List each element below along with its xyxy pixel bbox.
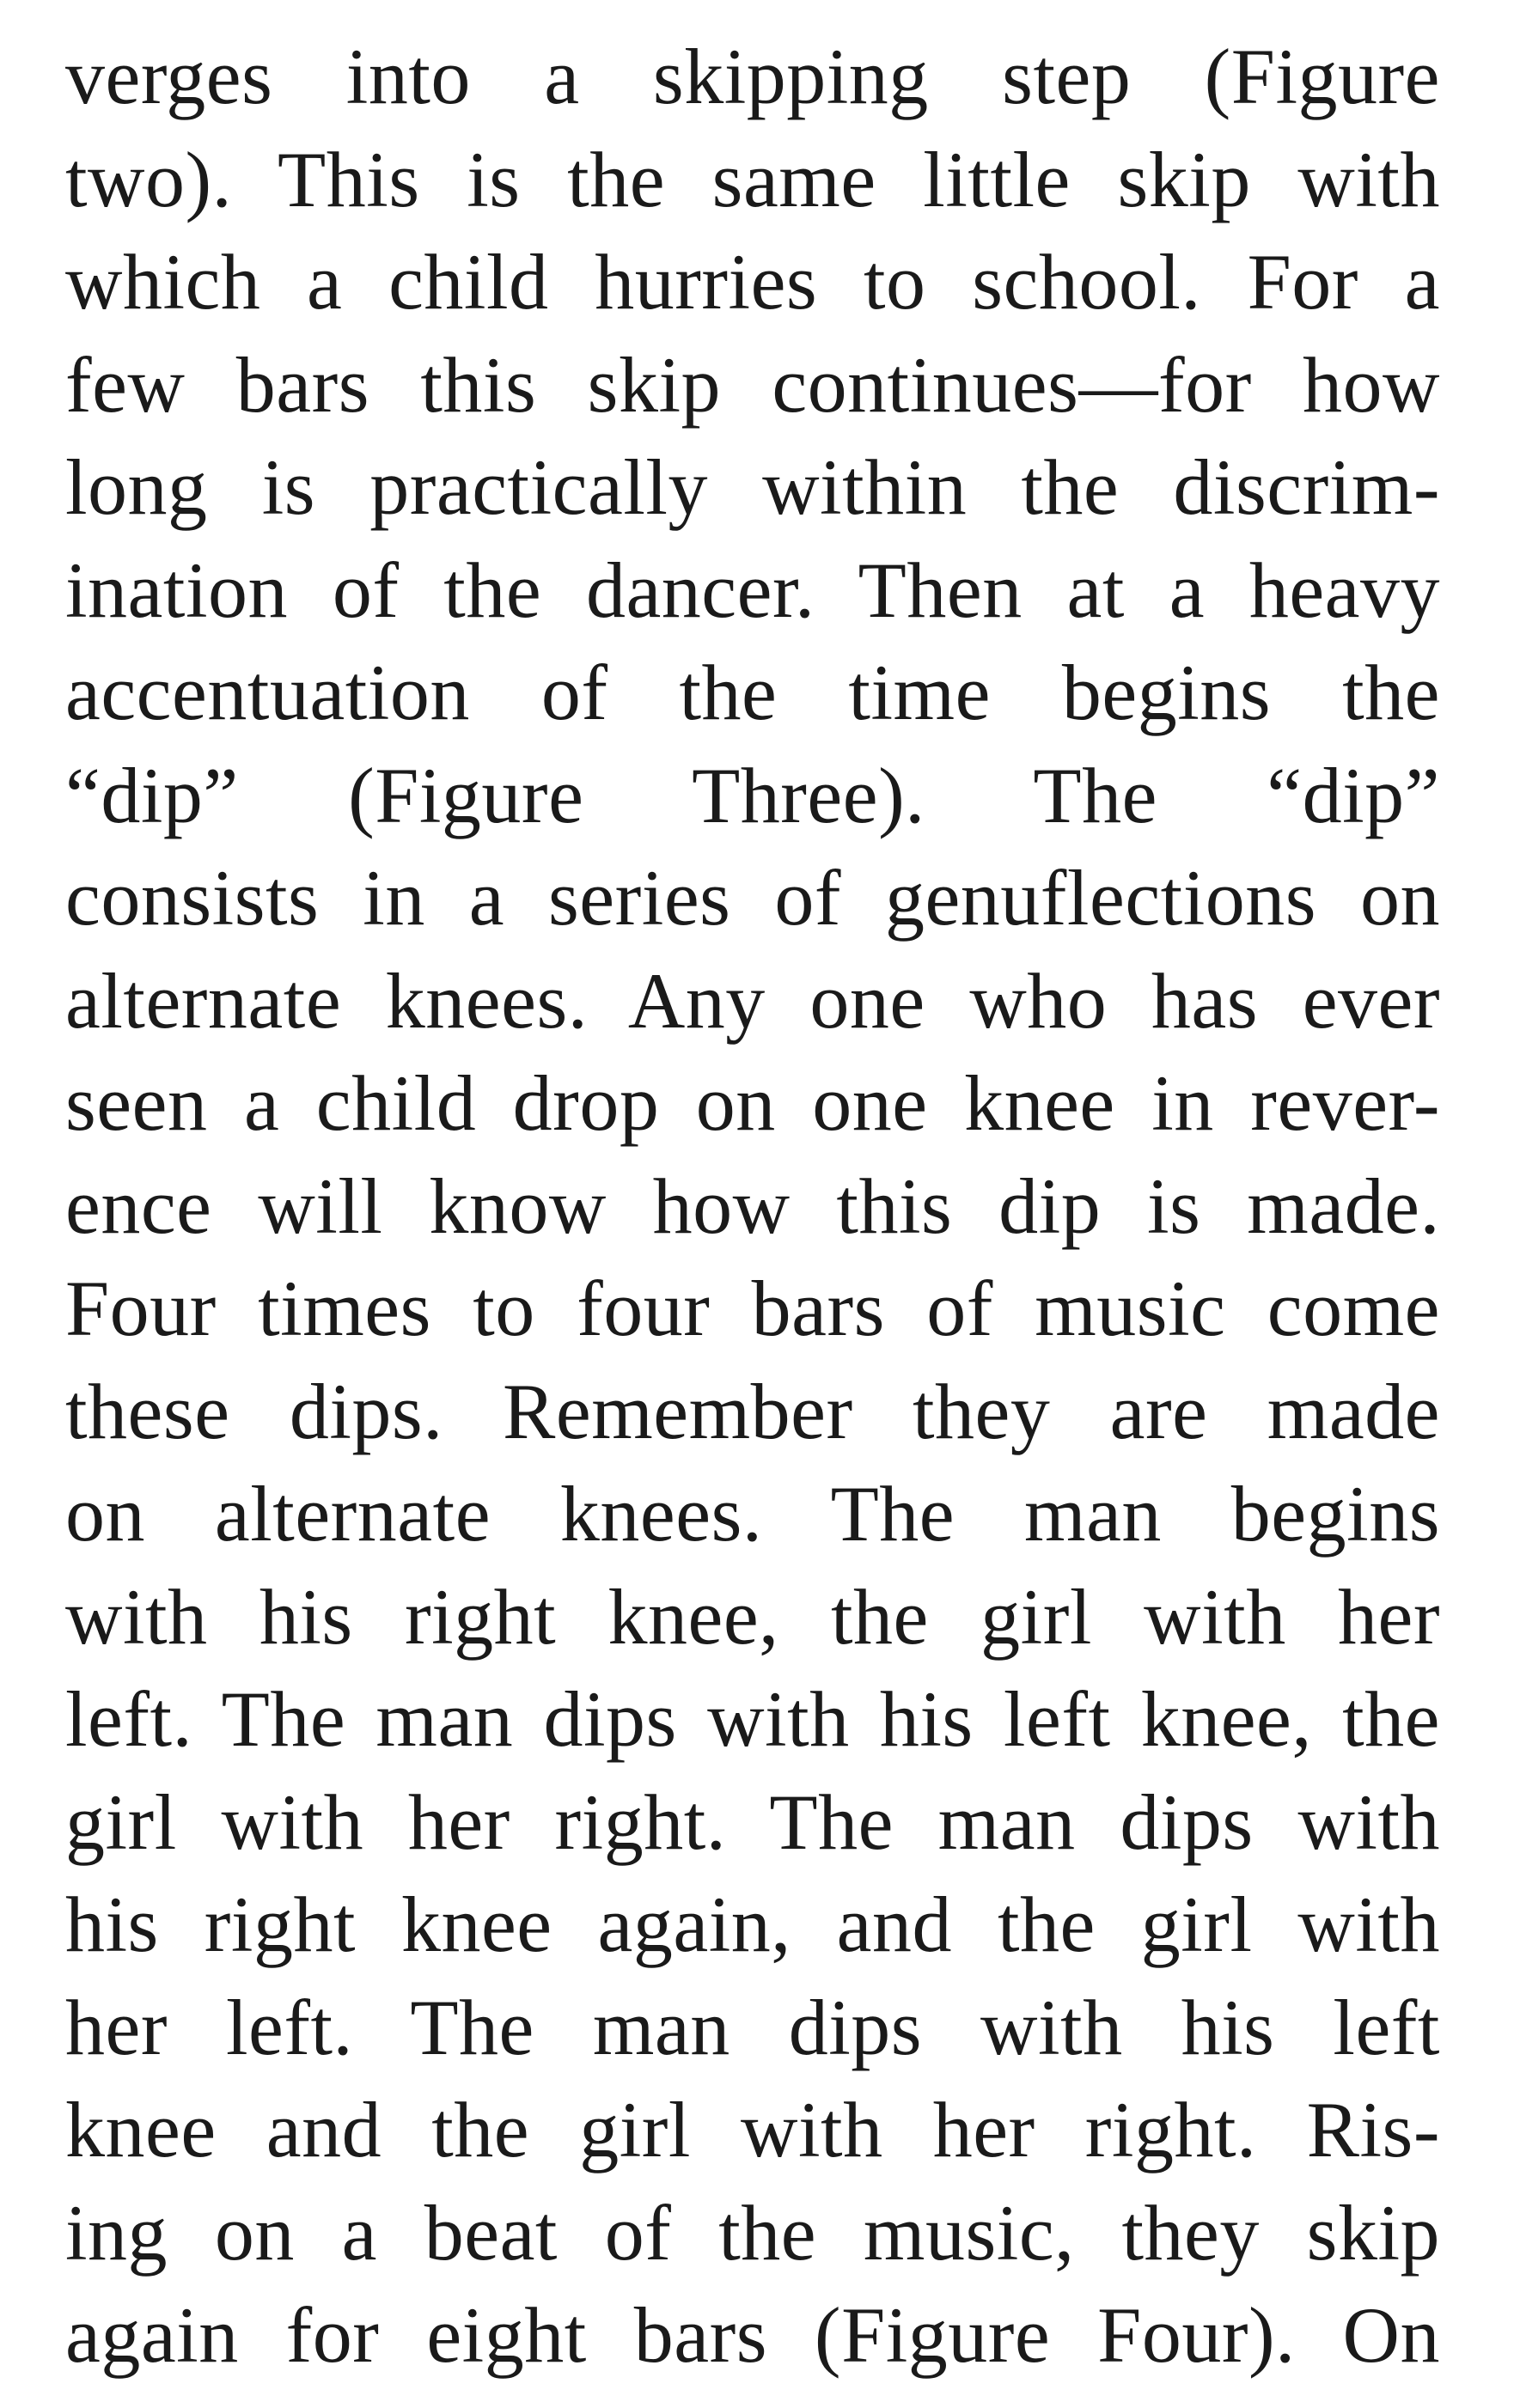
text-line: seen a child drop on one knee in rever- — [65, 1059, 1440, 1147]
text-line: alternate knees. Any one who has ever — [65, 956, 1440, 1045]
text-line: ing on a beat of the music, they skip — [65, 2188, 1440, 2277]
text-line: verges into a skipping step (Figure — [65, 33, 1440, 120]
text-column — [65, 26, 1440, 2387]
text-line: ence will know how this dip is made. — [65, 1161, 1440, 1250]
text-line: consists in a series of genuflections on — [65, 854, 1440, 942]
text-line: Four times to four bars of music come — [65, 1265, 1440, 1352]
text-line: few bars this skip continues—for how — [65, 340, 1440, 429]
text-line: again for eight bars (Figure Four). On — [65, 2291, 1440, 2379]
text-line: two). This is the same little skip with — [65, 135, 1440, 223]
text-line: knee and the girl with her right. Ris- — [65, 2086, 1440, 2173]
text-line: which a child hurries to school. For a — [65, 238, 1440, 326]
text-line: his right knee again, and the girl with — [65, 1881, 1440, 1968]
text-line: accentuation of the time begins the — [65, 649, 1440, 736]
text-line: girl with her right. The man dips with — [65, 1777, 1440, 1866]
text-line: ination of the dancer. Then at a heavy — [65, 546, 1440, 634]
text-line: on alternate knees. The man begins — [65, 1470, 1440, 1558]
text-line: with his right knee, the girl with her — [65, 1572, 1440, 1661]
text-line: “dip” (Figure Three). The “dip” — [65, 751, 1440, 839]
text-line: long is practically within the discrim- — [65, 443, 1440, 531]
text-line: left. The man dips with his left knee, the — [65, 1675, 1440, 1763]
text-line: these dips. Remember they are made — [65, 1367, 1440, 1455]
text-line: her left. The man dips with his left — [65, 1983, 1440, 2071]
